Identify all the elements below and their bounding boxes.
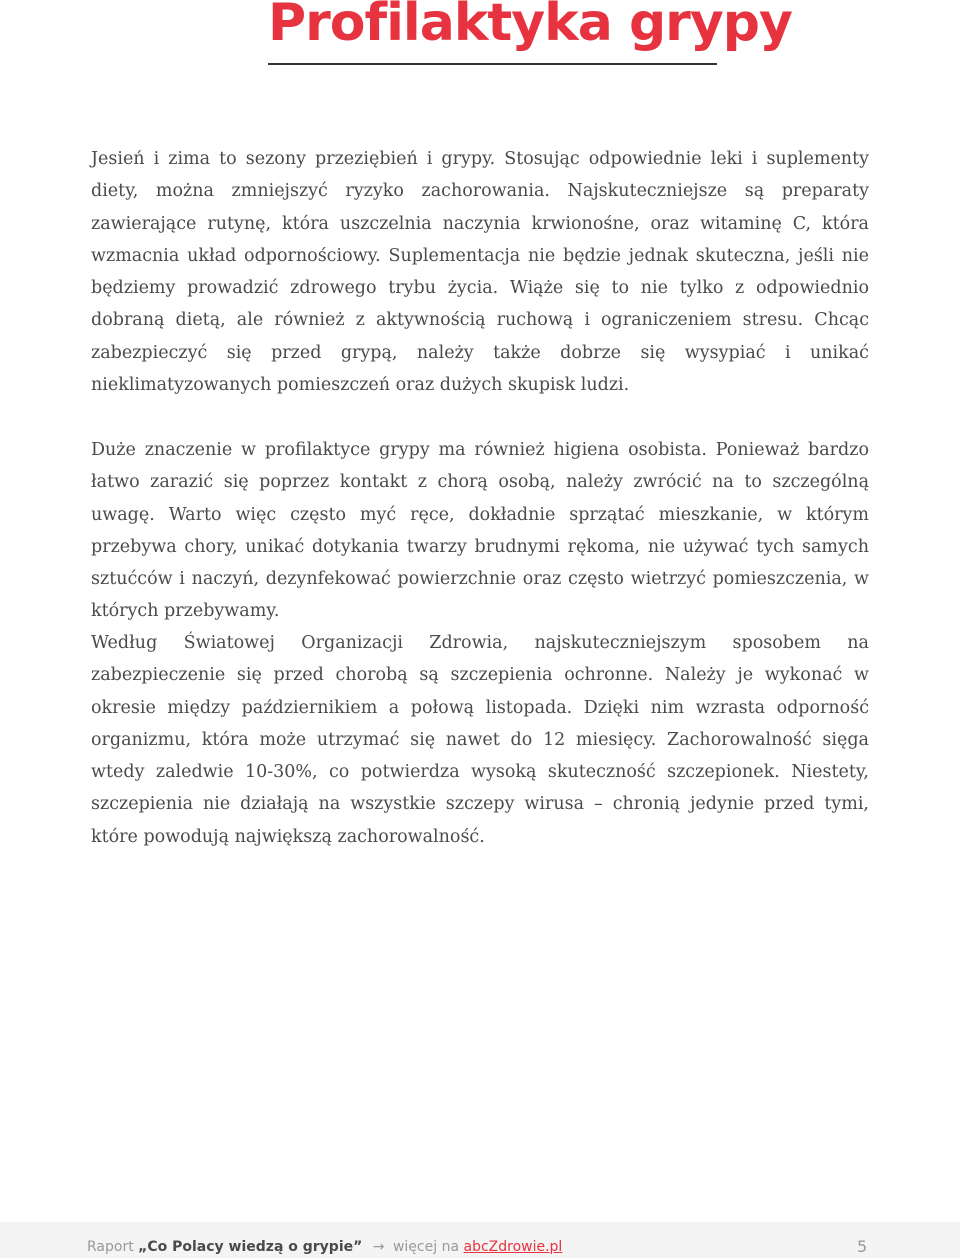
arrow-right-icon: →	[372, 1239, 385, 1255]
footer-report-line	[87, 1237, 562, 1257]
footer-site-link[interactable]: abcZdrowie.pl	[463, 1239, 563, 1255]
footer-prefix: Raport	[87, 1239, 134, 1255]
title-underline	[268, 63, 717, 65]
paragraph-personal-hygiene: Duże znaczenie w profilaktyce grypy ma również higiena osobista. Ponieważ bardzo łatwo zarazić się poprzez kontakt z chorą osobą, należy zwrócić na to szczególną uwagę. Warto więc często myć ręce, dokładnie sprzątać mieszkanie, w którym przebywa chory, unikać dotykania twarzy brudnymi rękoma, nie używać tych samych sztućców i naczyń, dezynfekować powierzchnie oraz często wietrzyć pomieszczenia, w których przebywamy.	[91, 440, 869, 622]
page-number: 5	[857, 1237, 868, 1256]
paragraph-vaccination: Według Światowej Organizacji Zdrowia, najskuteczniejszym sposobem na zabezpieczenie się przed chorobą są szczepienia ochronne. Należy je wykonać w okresie między październikiem a połową listopada. Dzięki nim wzrasta odporność organizmu, która może utrzymać się nawet do 12 miesięcy. Zachorowalność sięga wtedy zaledwie 10-30%, co potwierdza wysoką skuteczność szczepionek. Niestety, szczepienia nie działają na wszystkie szczepy wirusa – chronią jedynie przed tymi, które powodują największą zachorowalność.	[91, 633, 869, 847]
footer-report-name: „Co Polacy wiedzą o grypie”	[138, 1239, 363, 1255]
paragraph-seasonal-prevention: Jesień i zima to sezony przeziębień i grypy. Stosując odpowiednie leki i suplementy diety, można zmniejszyć ryzyko zachorowania. Najskuteczniejsze są preparaty zawierające rutynę, która uszczelnia naczynia krwionośne, oraz witaminę C, która wzmacnia układ odpornościowy. Suplementacja nie będzie jednak skuteczna, jeśli nie będziemy prowadzić zdrowego trybu życia. Wiąże się to nie tylko z odpowiednio dobraną dietą, ale również z aktywnością ruchową i ograniczeniem stresu. Chcąc zabezpieczyć się przed grypą, należy także dobrze się wysypiać i unikać nieklimatyzowanych pomieszczeń oraz dużych skupisk ludzi.	[91, 149, 869, 396]
footer-more-text: więcej na	[392, 1239, 460, 1255]
page-title: Profilaktyka grypy	[268, 0, 792, 53]
